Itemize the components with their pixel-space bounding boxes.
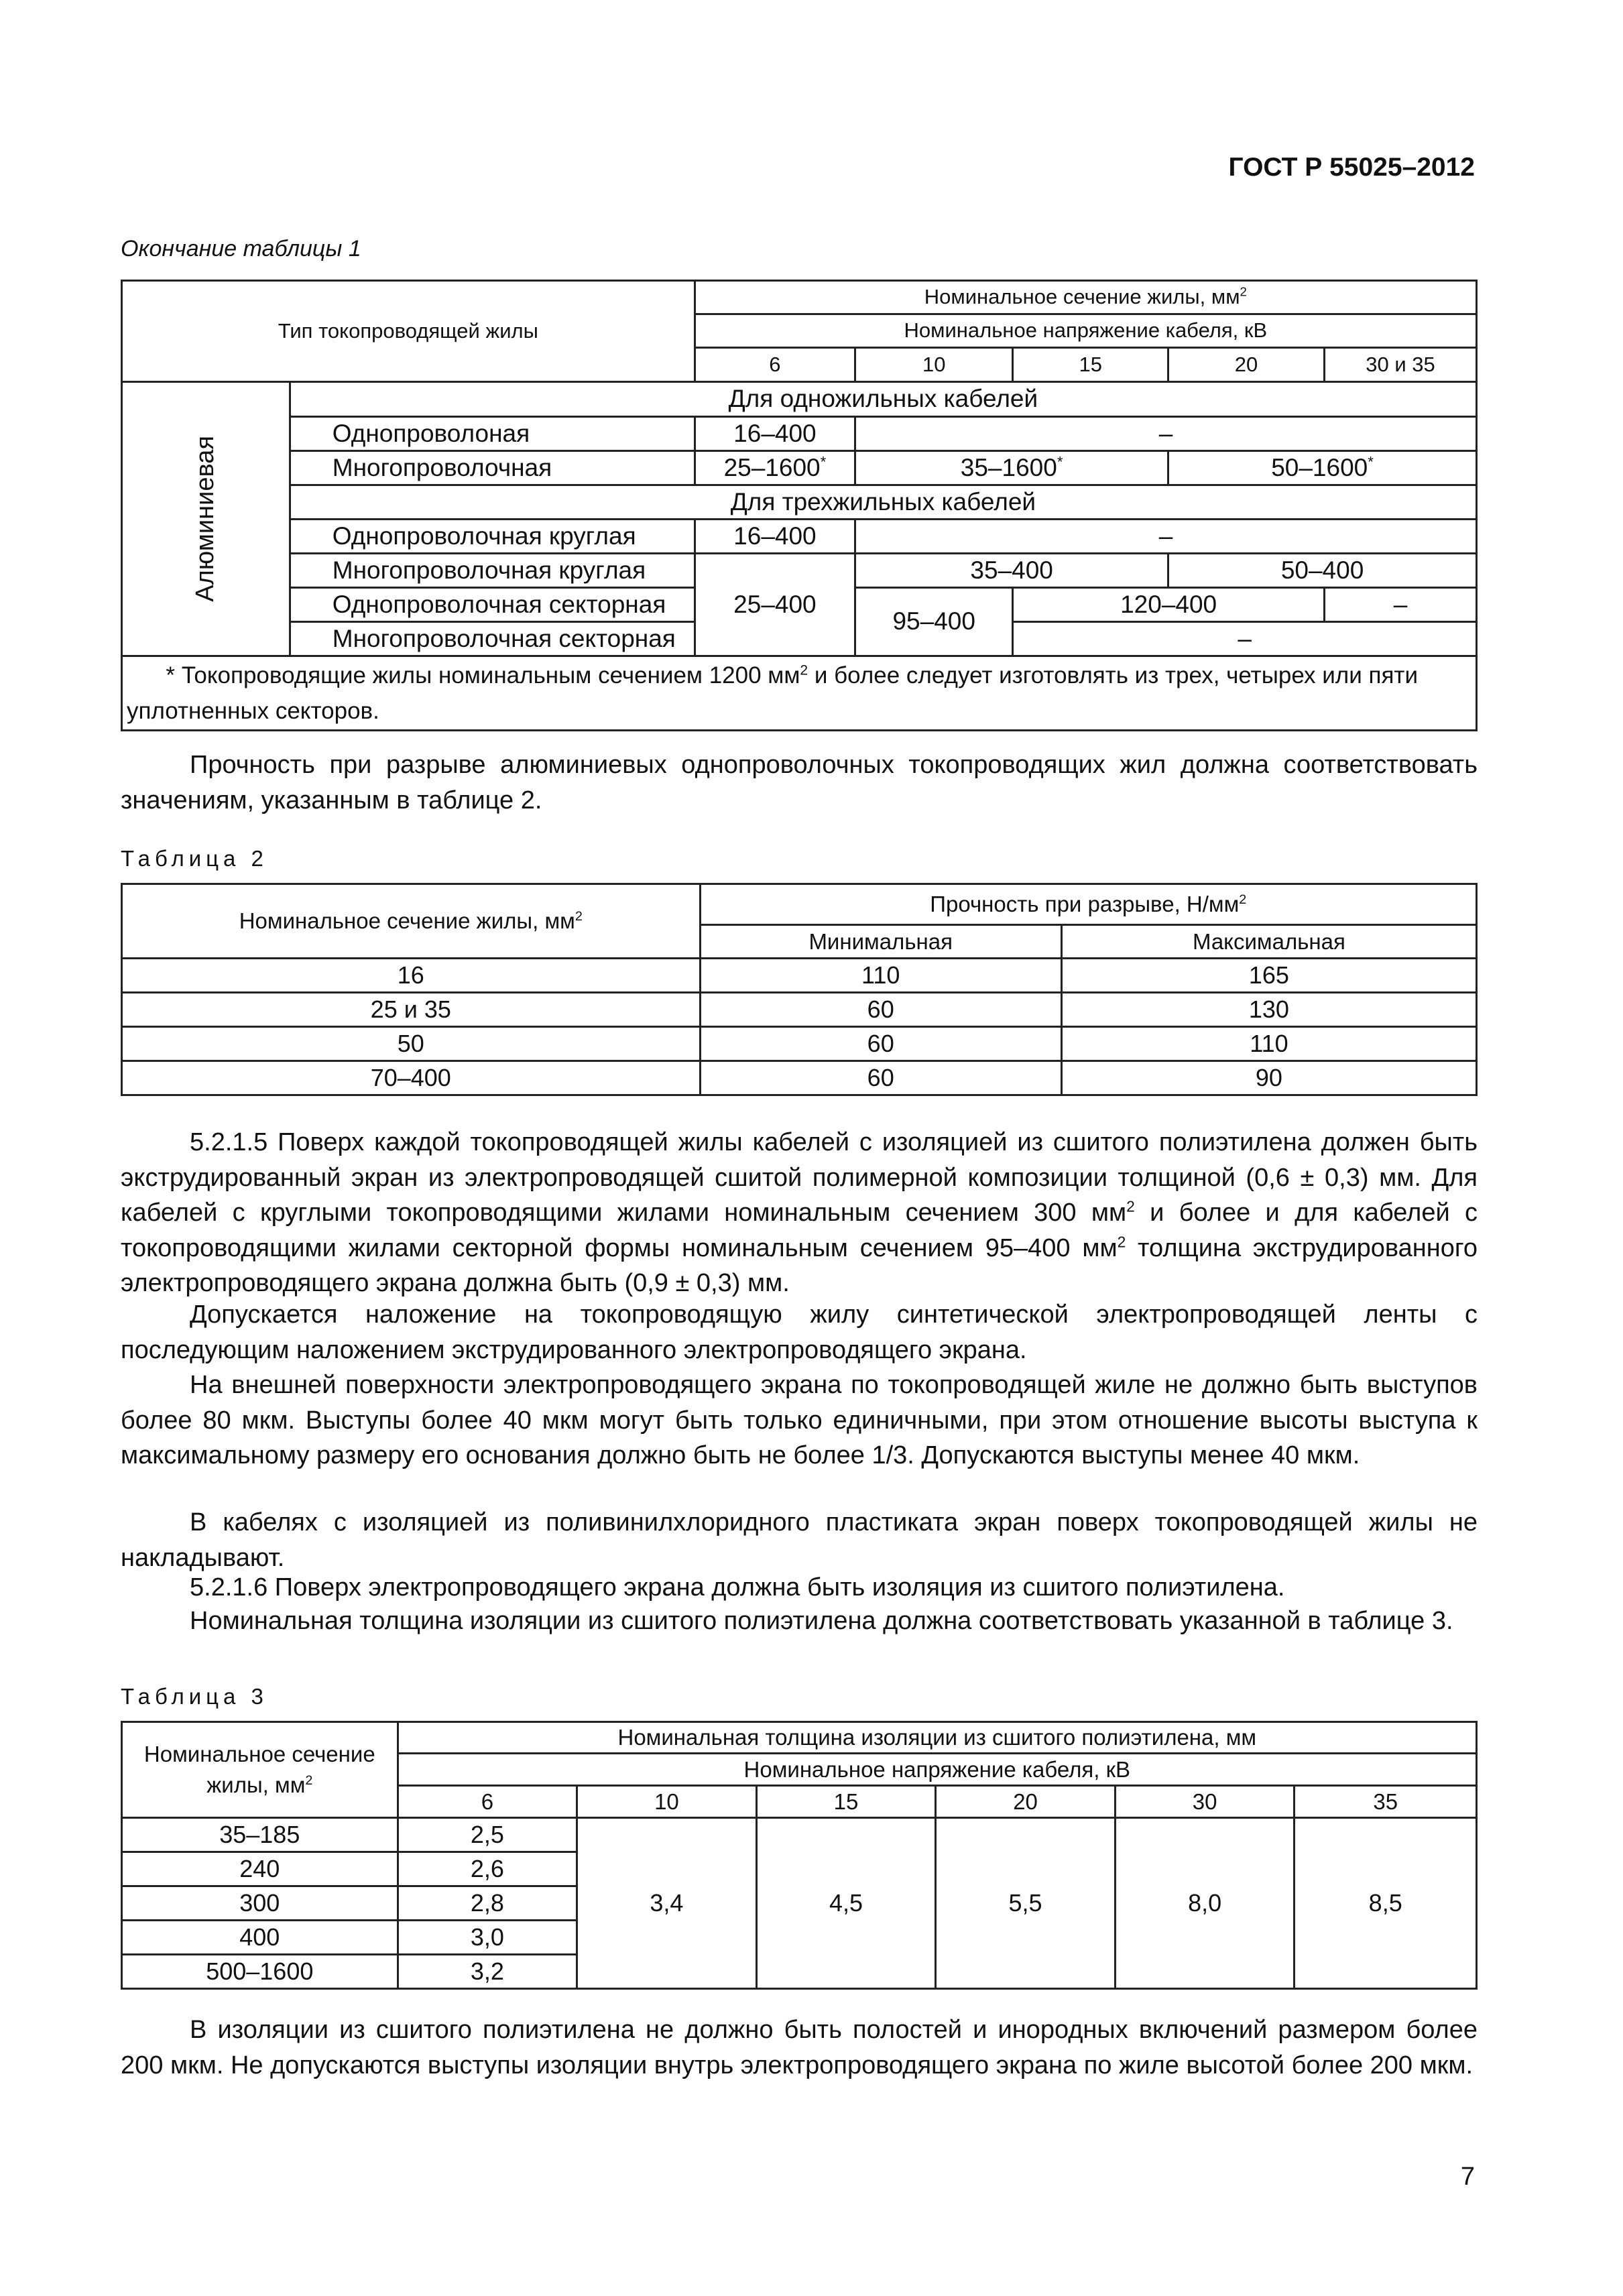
table-cell: 500–1600 — [122, 1955, 398, 1989]
row-name: Многопроволочная — [290, 451, 695, 485]
row-name: Многопроволочная круглая — [290, 554, 695, 588]
group-single-core: Для одножильных кабелей — [290, 382, 1476, 417]
table-cell: 3,2 — [398, 1955, 577, 1989]
table-cell: 50 — [122, 1027, 701, 1061]
table-cell: 300 — [122, 1886, 398, 1921]
table-cell: 25–400 — [695, 554, 855, 656]
table-cell: 50–400 — [1168, 554, 1477, 588]
col-header-section: Номинальное сечение жилы, $мм^2$ — [122, 1722, 398, 1818]
voltage-30-35: 30 и 35 — [1324, 348, 1476, 382]
table1-caption: Окончание таблицы 1 — [121, 236, 361, 261]
paragraph-thickness: Номинальная толщина изоляции из сшитого полиэтилена должна соответствовать указанной в таблице 3. — [190, 1607, 1453, 1635]
col-header-thickness: Номинальная толщина изоляции из сшитого полиэтилена, мм — [398, 1722, 1476, 1754]
voltage-35: 35 — [1295, 1786, 1477, 1818]
table-cell: 2,6 — [398, 1852, 577, 1886]
table-cell: 8,5 — [1295, 1818, 1477, 1989]
voltage-15: 15 — [756, 1786, 936, 1818]
col-header-voltage: Номинальное напряжение кабеля, кВ — [398, 1754, 1476, 1786]
table-cell: 3,4 — [577, 1818, 757, 1989]
voltage-10: 10 — [855, 348, 1013, 382]
voltage-20: 20 — [1168, 348, 1325, 382]
table-cell: – — [855, 520, 1477, 554]
col-header-max: Максимальная — [1061, 925, 1476, 959]
table-cell: 95–400 — [855, 588, 1013, 656]
table-cell: 35–400 — [855, 554, 1168, 588]
table-cell: 8,0 — [1115, 1818, 1295, 1989]
table-2 — [121, 883, 1478, 1096]
table-cell: 165 — [1061, 959, 1476, 993]
col-header-section: Номинальное сечение жилы, $мм^2$ — [122, 884, 701, 959]
table-cell: 4,5 — [756, 1818, 936, 1989]
table-cell: 25–1600* — [695, 451, 855, 485]
voltage-15: 15 — [1013, 348, 1168, 382]
table-cell: 130 — [1061, 993, 1476, 1027]
table-row — [122, 1061, 1477, 1095]
table-cell: 110 — [700, 959, 1061, 993]
paragraph-strength: Прочность при разрыве алюминиевых однопроволочных токопроводящих жил должна соответствовать значениям, указанным в таблице 2. — [121, 751, 1478, 814]
table-cell: 70–400 — [122, 1061, 701, 1095]
paragraph-5-2-1-6: 5.2.1.6 Поверх электропроводящего экрана должна быть изоляция из сшитого полиэтилена. — [190, 1573, 1285, 1602]
table-cell: 16–400 — [695, 520, 855, 554]
table-cell: 120–400 — [1013, 588, 1325, 622]
paragraph-tape: Допускается наложение на токопроводящую жилу синтетической электропроводящей ленты с последующим наложением экструдированного электропроводящего экрана. — [121, 1301, 1478, 1364]
table2-caption: Таблица 2 — [121, 846, 268, 871]
material-label: Алюминиевая — [122, 382, 290, 656]
page-number: 7 — [1460, 2163, 1475, 2191]
table-1 — [121, 280, 1478, 731]
table-cell: 60 — [700, 993, 1061, 1027]
table-cell: 400 — [122, 1921, 398, 1955]
paragraph-5-2-1-5: 5.2.1.5 Поверх каждой токопроводящей жилы кабелей с изоляцией из сшитого полиэтилена должен быть экструдированный экран из электропроводящей сшитой полимерной композиции толщиной (0,6 ± 0,3) мм. Для кабелей с круглыми токопроводящими жилами номинальным сечением 300 $мм^2$ и более и для кабелей с токопроводящими жилами секторной формы номинальным сечением 95–400 $мм^2$ толщина экструдированного электропроводящего экрана должна быть (0,9 ± 0,3) мм. — [121, 1128, 1478, 1297]
table-cell: 90 — [1061, 1061, 1476, 1095]
voltage-6: 6 — [398, 1786, 577, 1818]
table-cell: 50–1600* — [1168, 451, 1477, 485]
col-header-strength: Прочность при разрыве, $Н/мм^2$ — [700, 884, 1476, 925]
row-name: Однопроволочная секторная — [290, 588, 695, 622]
row-name: Многопроволочная секторная — [290, 622, 695, 656]
col-header-min: Минимальная — [700, 925, 1061, 959]
voltage-6: 6 — [695, 348, 855, 382]
table-cell: 16 — [122, 959, 701, 993]
group-three-core: Для трехжильных кабелей — [290, 485, 1476, 520]
voltage-20: 20 — [936, 1786, 1116, 1818]
table1-footnote: * Токопроводящие жилы номинальным сечением 1200 $мм^2$ и более следует изготовлять из трех, четырех или пяти уплотненных секторов. — [122, 656, 1477, 731]
table-cell: 5,5 — [936, 1818, 1116, 1989]
table-3 — [121, 1721, 1478, 1990]
voltage-30: 30 — [1115, 1786, 1295, 1818]
row-name: Однопроволоная — [290, 417, 695, 451]
table-cell: 110 — [1061, 1027, 1476, 1061]
voltage-10: 10 — [577, 1786, 757, 1818]
paragraph-final: В изоляции из сшитого полиэтилена не должно быть полостей и инородных включений размером более 200 мкм. Не допускаются выступы изоляции внутрь электропроводящего экрана по жиле высотой более 200 мкм. — [121, 2016, 1478, 2079]
row-name: Однопроволочная круглая — [290, 520, 695, 554]
table-cell: – — [855, 417, 1477, 451]
table-row — [122, 1027, 1477, 1061]
table-cell: 60 — [700, 1027, 1061, 1061]
table-cell: 3,0 — [398, 1921, 577, 1955]
table-cell: 16–400 — [695, 417, 855, 451]
table-cell: 60 — [700, 1061, 1061, 1095]
table-row — [122, 1818, 1477, 1852]
table-row — [122, 993, 1477, 1027]
col-header-section: Номинальное сечение жилы, $мм^2$ — [695, 281, 1476, 314]
table-cell: 25 и 35 — [122, 993, 701, 1027]
standard-header: ГОСТ Р 55025–2012 — [1228, 153, 1475, 182]
table-cell: 240 — [122, 1852, 398, 1886]
table-cell: – — [1324, 588, 1476, 622]
table-cell: – — [1013, 622, 1477, 656]
table-cell: 2,8 — [398, 1886, 577, 1921]
table3-caption: Таблица 3 — [121, 1684, 268, 1709]
table-cell: 35–185 — [122, 1818, 398, 1852]
col-header-voltage: Номинальное напряжение кабеля, кВ — [695, 314, 1476, 348]
paragraph-surface: На внешней поверхности электропроводящего экрана по токопроводящей жиле не должно быть выступов более 80 мкм. Выступы более 40 мкм могут быть только единичными, при этом отношение высоты выступа к максимальному размеру его основания должно быть не более 1/3. Допускаются выступы менее 40 мкм. — [121, 1371, 1478, 1469]
paragraph-pvc: В кабелях с изоляцией из поливинилхлоридного пластиката экран поверх токопроводящей жилы не накладывают. — [121, 1508, 1478, 1572]
table-row — [122, 959, 1477, 993]
table-cell: 35–1600* — [855, 451, 1168, 485]
table-cell: 2,5 — [398, 1818, 577, 1852]
col-header-type: Тип токопроводящей жилы — [122, 281, 695, 382]
